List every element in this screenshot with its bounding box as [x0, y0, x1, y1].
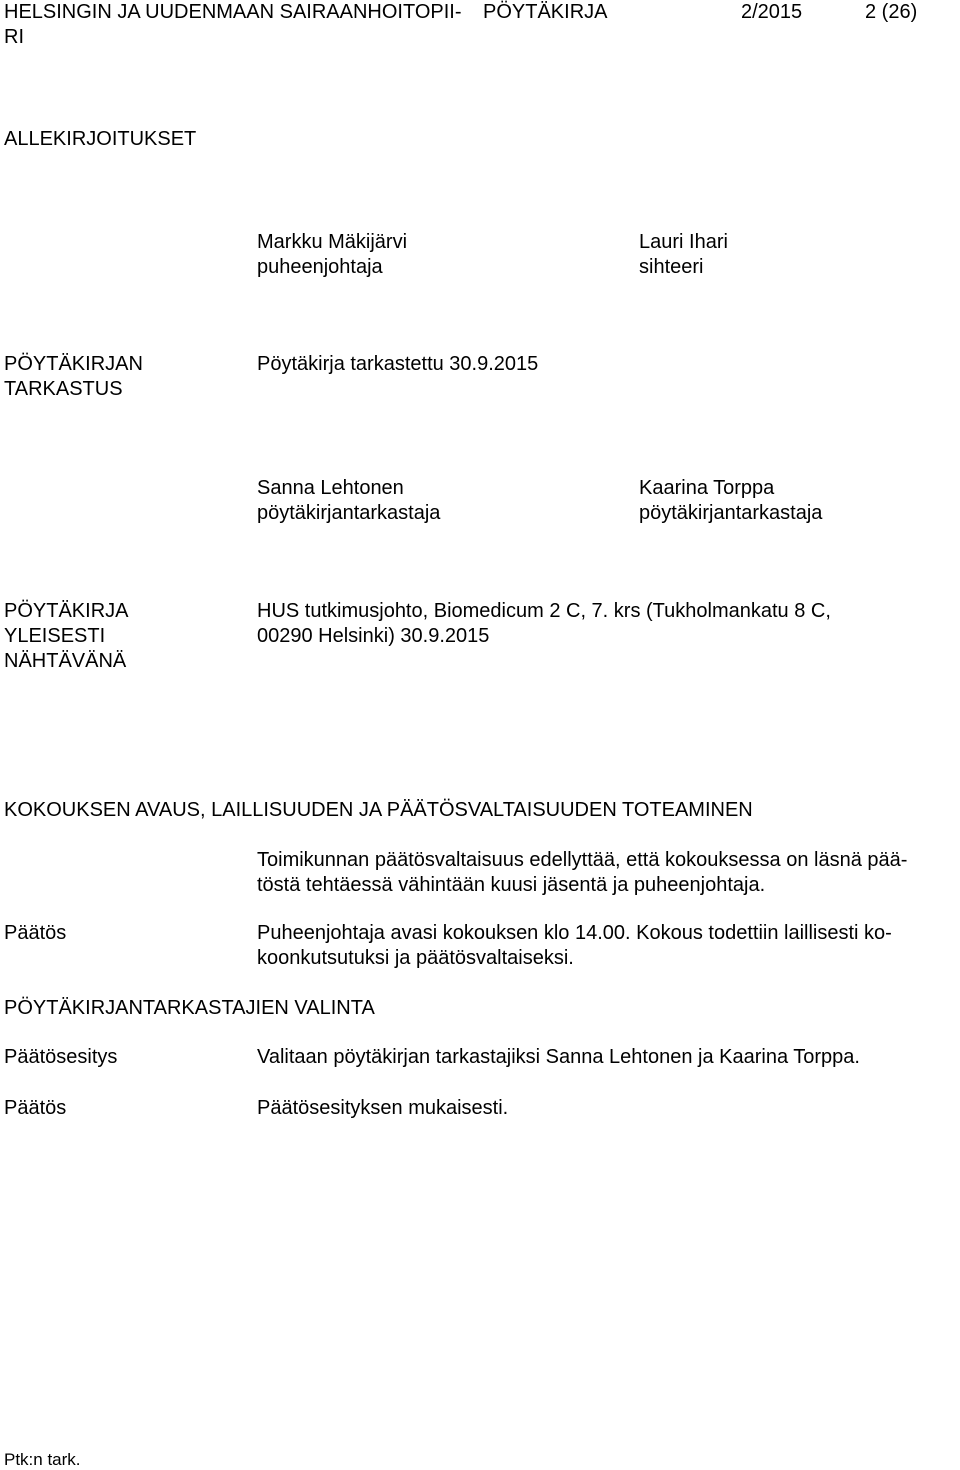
- opening-decision-text-continued: koonkutsutuksi ja päätösvaltaiseksi.: [257, 947, 574, 969]
- opening-decision-text: Puheenjohtaja avasi kokouksen klo 14.00. Kokous todettiin laillisesti ko-: [257, 922, 892, 944]
- review-text: Pöytäkirja tarkastettu 30.9.2015: [257, 353, 539, 375]
- header-document-number: 2/2015: [741, 1, 803, 23]
- opening-intro-continued: töstä tehtäessä vähintään kuusi jäsentä ja puheenjohtaja.: [257, 874, 766, 896]
- review-label-continued: TARKASTUS: [4, 378, 123, 400]
- proposal-text: Valitaan pöytäkirjan tarkastajiksi Sanna Lehtonen ja Kaarina Torppa.: [257, 1046, 860, 1068]
- reviewer1-name: Sanna Lehtonen: [257, 477, 404, 499]
- opening-section-title: KOKOUKSEN AVAUS, LAILLISUUDEN JA PÄÄTÖSVALTAISUUDEN TOTEAMINEN: [4, 799, 753, 821]
- review-label: PÖYTÄKIRJAN: [4, 353, 143, 375]
- reviewer2-role: pöytäkirjantarkastaja: [639, 502, 823, 524]
- secretary-name: Lauri Ihari: [639, 231, 728, 253]
- public-display-label-line3: NÄHTÄVÄNÄ: [4, 650, 127, 672]
- public-display-location: HUS tutkimusjohto, Biomedicum 2 C, 7. krs (Tukholmankatu 8 C,: [257, 600, 831, 622]
- header-page-number: 2 (26): [865, 1, 918, 23]
- header-organization: HELSINGIN JA UUDENMAAN SAIRAANHOITOPII-: [4, 1, 462, 23]
- opening-intro: Toimikunnan päätösvaltaisuus edellyttää, että kokouksessa on läsnä pää-: [257, 849, 908, 871]
- signatures-title: ALLEKIRJOITUKSET: [4, 128, 197, 150]
- chair-role: puheenjohtaja: [257, 256, 383, 278]
- reviewers-decision-label: Päätös: [4, 1097, 67, 1119]
- opening-decision-label: Päätös: [4, 922, 67, 944]
- reviewers-decision-text: Päätösesityksen mukaisesti.: [257, 1097, 509, 1119]
- reviewer2-name: Kaarina Torppa: [639, 477, 775, 499]
- secretary-role: sihteeri: [639, 256, 704, 278]
- reviewers-selection-title: PÖYTÄKIRJANTARKASTAJIEN VALINTA: [4, 997, 375, 1019]
- public-display-label-line2: YLEISESTI: [4, 625, 106, 647]
- public-display-label: PÖYTÄKIRJA: [4, 600, 129, 622]
- proposal-label: Päätösesitys: [4, 1046, 118, 1068]
- footer-initials-note: Ptk:n tark.: [4, 1450, 81, 1469]
- header-document-type: PÖYTÄKIRJA: [483, 1, 608, 23]
- header-organization-continued: RI: [4, 26, 24, 48]
- reviewer1-role: pöytäkirjantarkastaja: [257, 502, 441, 524]
- public-display-location-continued: 00290 Helsinki) 30.9.2015: [257, 625, 490, 647]
- chair-name: Markku Mäkijärvi: [257, 231, 408, 253]
